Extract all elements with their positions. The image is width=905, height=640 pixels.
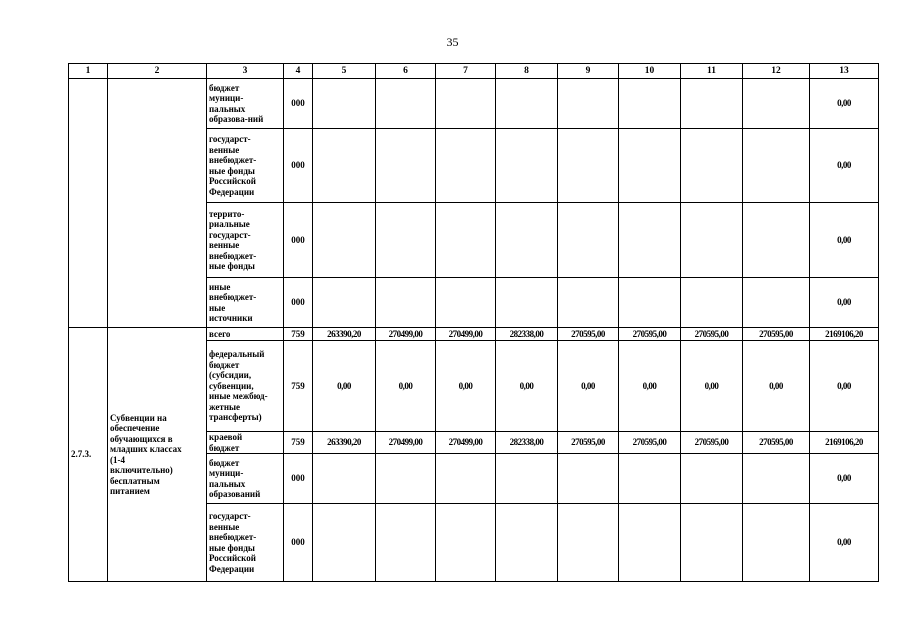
header-cell: 9: [558, 64, 619, 79]
code-cell: 759: [284, 432, 313, 454]
year-value-cell: [436, 454, 496, 504]
year-value-cell: 263390,20: [313, 432, 376, 454]
header-row: [69, 64, 879, 79]
year-value-cell: [376, 504, 436, 582]
year-value-cell: [313, 79, 376, 129]
year-value-cell: [436, 504, 496, 582]
year-value-cell: [558, 203, 619, 278]
year-value-cell: [681, 504, 743, 582]
year-value-cell: [376, 79, 436, 129]
year-value-cell: 270499,00: [436, 328, 496, 341]
total-cell: 2169106,20: [810, 328, 879, 341]
total-cell: 0,00: [810, 129, 879, 203]
year-value-cell: 0,00: [681, 341, 743, 432]
year-value-cell: 270595,00: [743, 432, 810, 454]
year-value-cell: [743, 129, 810, 203]
funding-source-cell: федеральный бюджет (субсидии, субвенции, иные межбюд- жетные трансферты): [207, 341, 284, 432]
item-number-cell: [69, 79, 108, 328]
year-value-cell: 0,00: [436, 341, 496, 432]
code-cell: 759: [284, 341, 313, 432]
year-value-cell: 282338,00: [496, 432, 558, 454]
header-cell: 1: [69, 64, 108, 79]
year-value-cell: [743, 504, 810, 582]
year-value-cell: [558, 129, 619, 203]
year-value-cell: 0,00: [376, 341, 436, 432]
header-cell: 3: [207, 64, 284, 79]
year-value-cell: [681, 454, 743, 504]
funding-source-cell: всего: [207, 328, 284, 341]
header-cell: 2: [108, 64, 207, 79]
total-cell: 0,00: [810, 341, 879, 432]
year-value-cell: 0,00: [558, 341, 619, 432]
year-value-cell: 270499,00: [376, 328, 436, 341]
year-value-cell: [681, 129, 743, 203]
budget-table: [68, 63, 879, 582]
year-value-cell: [496, 129, 558, 203]
item-name-cell: Субвенции на обеспечение обучающихся в младших классах (1-4 включительно) бесплатным питанием: [108, 328, 207, 582]
year-value-cell: [436, 79, 496, 129]
header-cell: 11: [681, 64, 743, 79]
year-value-cell: 270595,00: [743, 328, 810, 341]
year-value-cell: [496, 203, 558, 278]
year-value-cell: [376, 278, 436, 328]
code-cell: 000: [284, 129, 313, 203]
year-value-cell: [496, 504, 558, 582]
year-value-cell: [558, 278, 619, 328]
code-cell: 000: [284, 79, 313, 129]
header-cell: 12: [743, 64, 810, 79]
year-value-cell: [436, 278, 496, 328]
funding-source-cell: бюджет муници- пальных образова-ний: [207, 79, 284, 129]
year-value-cell: [376, 454, 436, 504]
header-cell: 4: [284, 64, 313, 79]
funding-source-cell: государст- венные внебюджет- ные фонды Российской Федерации: [207, 129, 284, 203]
page-number: 35: [446, 35, 459, 49]
total-cell: 2169106,20: [810, 432, 879, 454]
year-value-cell: 263390,20: [313, 328, 376, 341]
year-value-cell: 270595,00: [619, 328, 681, 341]
year-value-cell: 0,00: [743, 341, 810, 432]
year-value-cell: 270595,00: [619, 432, 681, 454]
item-number-cell: 2.7.3.: [69, 328, 108, 582]
year-value-cell: [313, 129, 376, 203]
year-value-cell: 282338,00: [496, 328, 558, 341]
header-cell: 7: [436, 64, 496, 79]
year-value-cell: [313, 203, 376, 278]
year-value-cell: [558, 454, 619, 504]
year-value-cell: 0,00: [619, 341, 681, 432]
year-value-cell: [619, 79, 681, 129]
year-value-cell: 270595,00: [558, 328, 619, 341]
code-cell: 000: [284, 504, 313, 582]
year-value-cell: [743, 278, 810, 328]
year-value-cell: [496, 278, 558, 328]
total-cell: 0,00: [810, 278, 879, 328]
funding-source-cell: иные внебюджет- ные источники: [207, 278, 284, 328]
year-value-cell: [619, 203, 681, 278]
year-value-cell: [681, 203, 743, 278]
code-cell: 000: [284, 454, 313, 504]
code-cell: 000: [284, 203, 313, 278]
header-cell: 5: [313, 64, 376, 79]
header-cell: 13: [810, 64, 879, 79]
year-value-cell: [436, 129, 496, 203]
year-value-cell: 0,00: [496, 341, 558, 432]
table-row: [69, 79, 879, 129]
year-value-cell: [496, 79, 558, 129]
year-value-cell: [619, 129, 681, 203]
item-name-cell: [108, 79, 207, 328]
year-value-cell: [376, 203, 436, 278]
year-value-cell: 270595,00: [681, 432, 743, 454]
total-cell: 0,00: [810, 504, 879, 582]
funding-source-cell: террито- риальные государст- венные внебюджет- ные фонды: [207, 203, 284, 278]
year-value-cell: [681, 79, 743, 129]
year-value-cell: 270595,00: [558, 432, 619, 454]
year-value-cell: [619, 504, 681, 582]
year-value-cell: [376, 129, 436, 203]
total-cell: 0,00: [810, 454, 879, 504]
funding-source-cell: государст- венные внебюджет- ные фонды Российской Федерации: [207, 504, 284, 582]
year-value-cell: [619, 278, 681, 328]
year-value-cell: [436, 203, 496, 278]
header-cell: 8: [496, 64, 558, 79]
year-value-cell: 0,00: [313, 341, 376, 432]
year-value-cell: [313, 278, 376, 328]
total-cell: 0,00: [810, 79, 879, 129]
year-value-cell: [743, 79, 810, 129]
year-value-cell: [313, 504, 376, 582]
total-cell: 0,00: [810, 203, 879, 278]
header-cell: 10: [619, 64, 681, 79]
year-value-cell: 270499,00: [376, 432, 436, 454]
year-value-cell: [619, 454, 681, 504]
funding-source-cell: краевой бюджет: [207, 432, 284, 454]
year-value-cell: [496, 454, 558, 504]
year-value-cell: [313, 454, 376, 504]
year-value-cell: [558, 79, 619, 129]
year-value-cell: 270499,00: [436, 432, 496, 454]
year-value-cell: [743, 203, 810, 278]
year-value-cell: 270595,00: [681, 328, 743, 341]
year-value-cell: [681, 278, 743, 328]
table-row: [69, 328, 879, 341]
year-value-cell: [558, 504, 619, 582]
code-cell: 759: [284, 328, 313, 341]
header-cell: 6: [376, 64, 436, 79]
code-cell: 000: [284, 278, 313, 328]
year-value-cell: [743, 454, 810, 504]
funding-source-cell: бюджет муници- пальных образований: [207, 454, 284, 504]
